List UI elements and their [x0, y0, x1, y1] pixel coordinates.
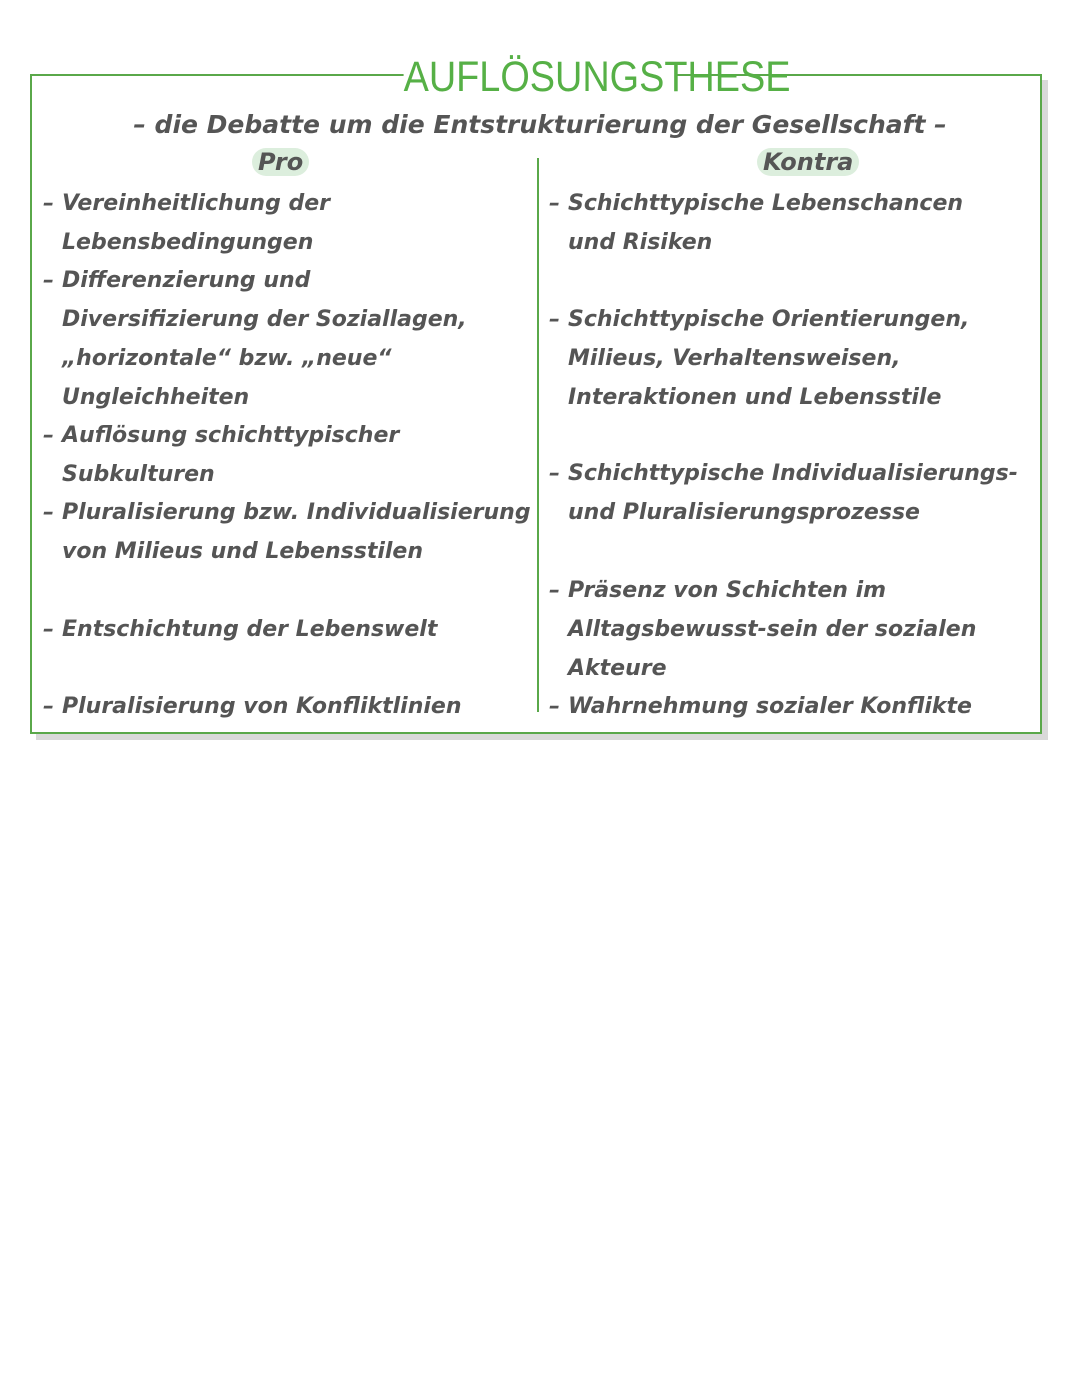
kontra-item: – Wahrnehmung sozialer Konflikte [549, 687, 1039, 726]
subtitle: – die Debatte um die Entstrukturierung der Gesellschaft – [133, 110, 947, 139]
pro-item: – Entschichtung der Lebenswelt [43, 610, 533, 649]
kontra-item: – Schichttypische Orientierungen, Milieus, Verhaltensweisen, Interaktionen und Lebensstile [549, 300, 1029, 417]
kontra-heading-label: Kontra [757, 148, 859, 176]
pro-heading [252, 146, 309, 178]
pro-item: – Vereinheitlichung der Lebensbedingungen [43, 184, 533, 262]
pro-item: – Auflösung schichttypischer Subkulturen [43, 416, 533, 494]
pro-heading-label: Pro [252, 148, 309, 176]
kontra-heading [757, 146, 859, 178]
pro-item: – Differenzierung und Diversifizierung der Soziallagen, „horizontale“ bzw. „neue“ Ungleichheiten [43, 261, 513, 417]
kontra-item: – Schichttypische Individualisierungs- und Pluralisierungsprozesse [549, 454, 1029, 532]
page-title: AUFLÖSUNGSTHESE [403, 53, 791, 101]
kontra-item: – Präsenz von Schichten im Alltagsbewusst-sein der sozialen Akteure [549, 571, 1039, 688]
pro-item: – Pluralisierung von Konfliktlinien [43, 687, 533, 726]
pro-item: – Pluralisierung bzw. Individualisierung von Milieus und Lebensstilen [43, 493, 533, 571]
column-divider [537, 158, 539, 712]
kontra-item: – Schichttypische Lebenschancen und Risiken [549, 184, 979, 262]
